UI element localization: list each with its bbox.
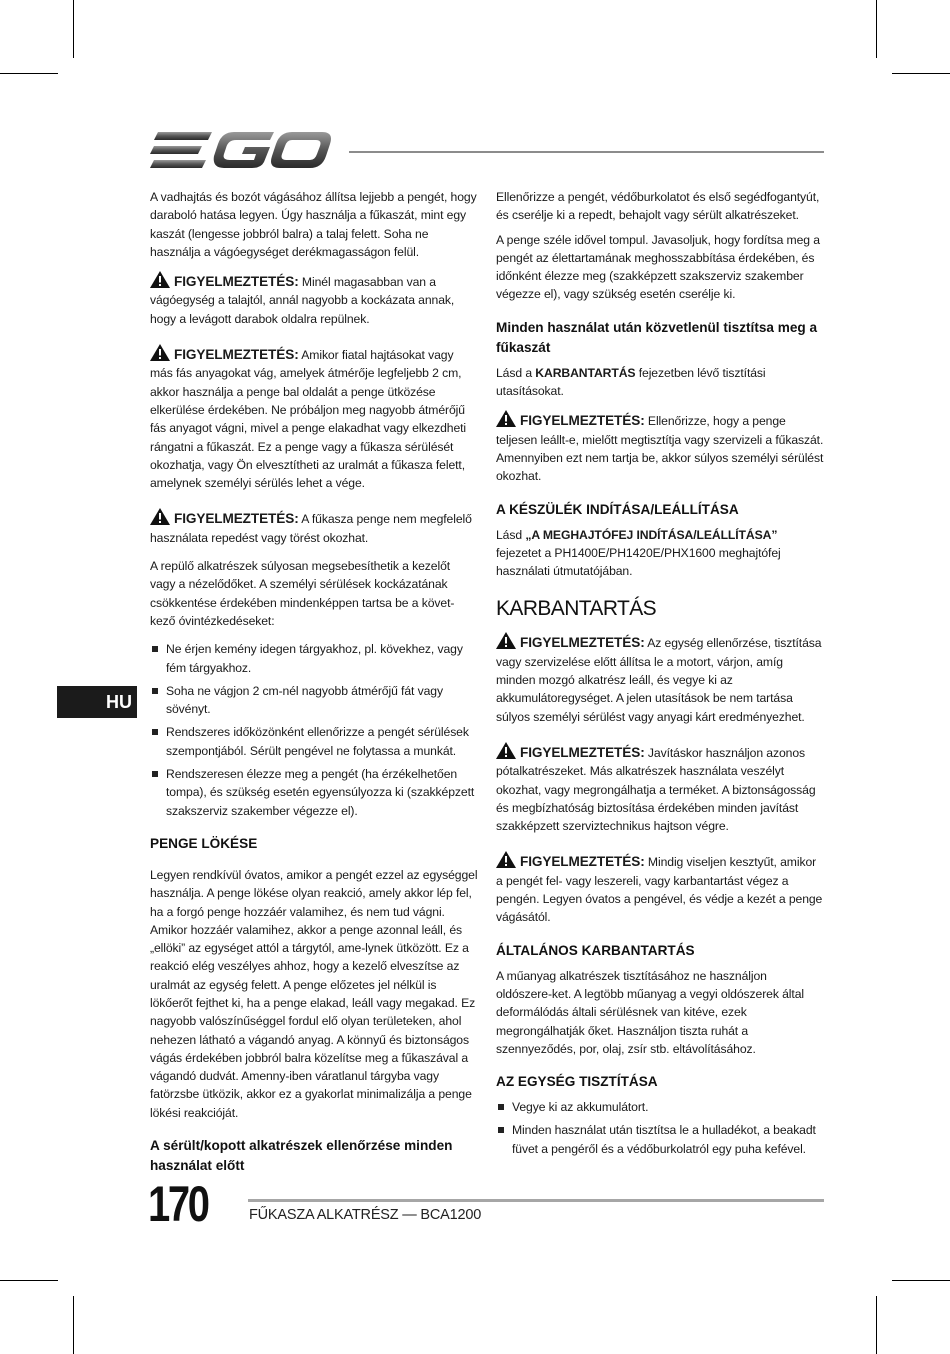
section-heading: ÁLTALÁNOS KARBANTARTÁS xyxy=(496,942,695,958)
warning-label: FIGYELMEZTETÉS: xyxy=(520,854,645,870)
text-run-bold: „A MEGHAJTÓFEJ INDÍTÁSA/LEÁLLÍTÁSA” xyxy=(525,527,778,542)
paragraph xyxy=(496,526,824,581)
warning-block xyxy=(150,344,478,492)
warning-icon xyxy=(150,271,170,288)
list-item: Vegye ki az akkumulátort. xyxy=(496,1098,824,1116)
page-number: 170 xyxy=(148,1176,208,1232)
bullet-list xyxy=(496,1098,824,1158)
crop-mark xyxy=(73,0,74,58)
warning-label: FIGYELMEZTETÉS: xyxy=(174,347,299,363)
list-item: Soha ne vágjon 2 cm-nél nagyobb átmérőjű fát vagy sövényt. xyxy=(150,682,478,719)
warning-icon xyxy=(496,632,516,649)
section-heading: PENGE LÖKÉSE xyxy=(150,835,258,851)
crop-mark xyxy=(876,1296,877,1354)
left-column xyxy=(150,188,478,1182)
warning-text: Minél magasabban van a vágóegység a talajtól, annál nagyobb a kockázata annak, hogy a levágott darabok oldalra repülnek. xyxy=(150,275,455,326)
language-tab: HU xyxy=(57,686,137,718)
bullet-list xyxy=(150,640,478,820)
warning-block xyxy=(150,271,478,328)
list-item: Ne érjen kemény idegen tárgyakhoz, pl. kövekhez, vagy fém tárgyakhoz. xyxy=(150,640,478,677)
paragraph: Legyen rendkívül óvatos, amikor a pengét ezzel az egységgel használja. A penge lökése olyan reakció, amely akkor lép fel, ha a forgó penge hozzáér valamihez, és nem tud vágni. Amikor hozzáér valamihez, akkor a penge azonnal leáll, és „ellöki” az egységet attól a tárgytól, ame-lynek ütközött. Ez a reakció elég veszélyes ahhoz, hogy a kezelő elveszítse az uralmát az egység felett. A penge előzetes jel nélkül is lökőerőt fejthet ki, ha a penge elakad, leáll vagy megakad. Ez nagyobb valószínűséggel fordul elő olyan területeken, ahol nehezen látható a vágandó anyag. A könnyű és biztonságos vágás érdekében jobbról balra közelítse meg a fűkaszával a vágandó dudvát. Amenny-iben váratlanul tárgyba vagy fatörzsbe ütközik, akkor ez a gyakorlat minimalizálja a penge lökési reakcióját. xyxy=(150,867,478,1120)
header-rule xyxy=(349,151,824,153)
paragraph: A repülő alkatrészek súlyosan megsebesíthetik a kezelőt vagy a nézelődőket. A személyi sérülések kockázatának csökkentése érdekében mindenképpen tartsa be a követ-kező óvintézkedéseket: xyxy=(150,559,455,628)
list-item: Minden használat után tisztítsa le a hulladékot, a beakadt füvet a pengéről és a védőburkolatról egy puha kefével. xyxy=(496,1121,824,1158)
footer-product: FŰKASZA ALKATRÉSZ — BCA1200 xyxy=(249,1207,482,1223)
crop-mark xyxy=(892,1280,950,1281)
paragraph: A vadhajtás és bozót vágásához állítsa lejjebb a pengét, hogy daraboló hatása legyen. Úgy használja a fűkaszát, mint egy kaszát (lengesse jobbról balra) a talaj felett. Soha ne használja a vágóegységet derékmagasságon felül. xyxy=(150,190,477,259)
warning-icon xyxy=(150,344,170,361)
warning-text: Amikor fiatal hajtásokat vagy más fás anyagokat vág, amelyek átmérője legfeljebb 2 cm, akkor használja a penge bal oldalát a penge ütközése elkerülése érdekében. Ne próbáljon meg nagyobb átmérőjű fás anyagot vágni, mivel a penge elakadhat vagy elkezdheti rángatni a fűkaszát. Ez a penge vagy a fűkasza sérülését okozhatja, vagy Ön elvesztítheti az uralmát a fűkasza felett, amelynek személyi sérülés lehet a vége. xyxy=(150,348,467,491)
section-heading: A sérült/kopott alkatrészek ellenőrzése minden használat előtt xyxy=(150,1138,453,1174)
text-run: Lásd xyxy=(496,527,523,542)
crop-mark xyxy=(0,1280,58,1281)
warning-text: Javításkor használjon azonos pótalkatrészeket. Más alkatrészek használata veszélyt okozhat, vagy megrongálhatja a terméket. A biztonságosság és megbízhatóság biztosítása érdekében minden javítást szakképzett szerviztechnikus hajtson végre. xyxy=(496,745,816,834)
paragraph: Ellenőrizze a pengét, védőburkolatot és első segédfogantyút, és cserélje ki a repedt, behajolt vagy sérült alkatrészeket. xyxy=(496,190,820,223)
crop-mark xyxy=(0,73,58,74)
warning-label: FIGYELMEZTETÉS: xyxy=(520,635,645,651)
paragraph xyxy=(496,364,824,401)
text-run: fejezetben lévő tisztítási utasításokat. xyxy=(496,365,766,399)
paragraph: A műanyag alkatrészek tisztításához ne használjon oldószere-ket. A legtöbb műanyag a vegyi oldószerek által deformálódás általi sérülésnek van kitéve, ezek megrongálhatják őket. Használjon tiszta ruhát a szennyeződés, por, olaj, zsír stb. eltávolításához. xyxy=(496,968,804,1056)
text-run: Lásd a xyxy=(496,365,532,380)
warning-text: A fűkasza penge nem megfelelő használata repedést vagy törést okozhat. xyxy=(150,512,472,545)
list-item: Rendszeres időközönként ellenőrizze a pengét sérülések szempontjából. Sérült pengével ne folytassa a munkát. xyxy=(150,723,478,760)
section-heading: A KÉSZÜLÉK INDÍTÁSA/LEÁLLÍTÁSA xyxy=(496,501,739,517)
footer-rule xyxy=(248,1199,824,1202)
chapter-title: KARBANTARTÁS xyxy=(496,597,657,621)
warning-icon xyxy=(150,508,170,525)
warning-icon xyxy=(496,851,516,868)
text-run-bold: KARBANTARTÁS xyxy=(535,365,636,380)
crop-mark xyxy=(892,73,950,74)
warning-label: FIGYELMEZTETÉS: xyxy=(520,413,645,429)
warning-block xyxy=(150,508,478,547)
text-run: fejezetet a PH1400E/PH1420E/PHX1600 meghajtófej használati útmutatójában. xyxy=(496,545,781,579)
right-column xyxy=(496,188,824,1168)
section-heading: Minden használat után közvetlenül tisztítsa meg a fűkaszát xyxy=(496,319,818,355)
warning-block xyxy=(496,742,824,835)
warning-block xyxy=(496,632,824,725)
section-heading: AZ EGYSÉG TISZTÍTÁSA xyxy=(496,1074,658,1090)
ego-logo xyxy=(150,128,332,172)
warning-label: FIGYELMEZTETÉS: xyxy=(174,274,299,290)
crop-mark xyxy=(73,1296,74,1354)
warning-block xyxy=(496,410,824,485)
warning-block xyxy=(496,851,824,926)
warning-label: FIGYELMEZTETÉS: xyxy=(174,511,299,527)
crop-mark xyxy=(876,0,877,58)
warning-text: Mindig viseljen kesztyűt, amikor a pengét fel- vagy leszereli, vagy karbantartást végez a pengén. Legyen óvatos a pengével, és védje a kezét a penge vágásától. xyxy=(496,855,823,925)
warning-text: Az egység ellenőrzése, tisztítása vagy szervizelése előtt állítsa le a motort, várjon, amíg minden mozgó alkatrész leáll, és vegye ki az akkumulátoregységet. A jelen utasítások be nem tartása súlyos személyi sérülést vagy anyagi kárt eredményezhet. xyxy=(496,636,822,724)
warning-label: FIGYELMEZTETÉS: xyxy=(520,744,645,760)
warning-text: Ellenőrizze, hogy a penge teljesen leállt-e, mielőtt megtisztítja vagy szervizeli a fűkaszát. Amennyiben ezt nem tartja be, akkor súlyos személyi sérülést okozhat. xyxy=(496,414,824,484)
warning-icon xyxy=(496,410,516,427)
list-item: Rendszeresen élezze meg a pengét (ha érzékelhetően tompa), és szükség esetén egyensúlyozza ki (szakképzett szakszerviz szakember végezze el). xyxy=(150,765,478,820)
paragraph: A penge széle idővel tompul. Javasoljuk, hogy fordítsa meg a pengét az élettartamának meghosszabbítása érdekében, és időnként élezze meg (szakképzett szakszerviz szakember végezze el), vagy szükség esetén cserélje ki. xyxy=(496,232,820,302)
warning-icon xyxy=(496,742,516,759)
